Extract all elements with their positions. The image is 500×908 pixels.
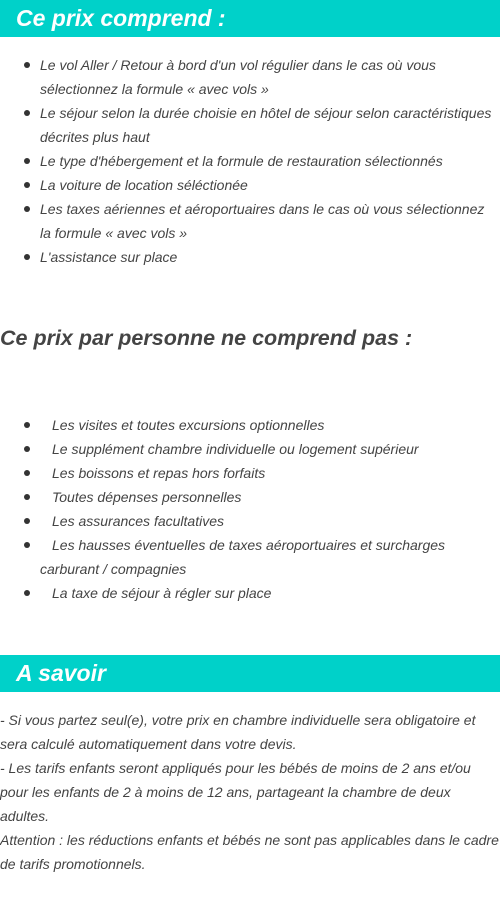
list-item-text: Les boissons et repas hors forfaits	[52, 465, 266, 481]
section-info-heading: A savoir	[0, 655, 500, 692]
bullet-icon	[24, 110, 30, 116]
bullet-icon	[24, 182, 30, 188]
bullet-icon	[24, 62, 30, 68]
list-item-text: Le supplément chambre individuelle ou logement supérieur	[52, 441, 419, 457]
list-item-text: Les visites et toutes excursions optionnelles	[52, 417, 325, 433]
list-item	[0, 197, 496, 245]
info-text-block	[0, 708, 500, 876]
bullet-icon	[24, 494, 30, 500]
bullet-icon	[24, 518, 30, 524]
list-item-text: La taxe de séjour à régler sur place	[52, 585, 272, 601]
list-item	[0, 461, 496, 485]
bullet-icon	[24, 470, 30, 476]
list-item	[0, 485, 496, 509]
bullet-icon	[24, 254, 30, 260]
info-paragraph: - Si vous partez seul(e), votre prix en chambre individuelle sera obligatoire et sera calculé automatiquement dans votre devis.	[0, 712, 476, 752]
list-item	[0, 101, 496, 149]
list-item-text: Toutes dépenses personnelles	[52, 489, 242, 505]
list-item	[0, 53, 496, 101]
list-item-text: Les assurances facultatives	[52, 513, 224, 529]
list-item	[0, 509, 496, 533]
list-item-text: Le type d'hébergement et la formule de restauration sélectionnés	[40, 153, 443, 169]
section-included-heading: Ce prix comprend :	[0, 0, 500, 37]
list-item	[0, 581, 496, 605]
list-item-text: Le séjour selon la durée choisie en hôtel de séjour selon caractéristiques décrites plus haut	[40, 105, 492, 145]
list-item	[0, 533, 496, 581]
bullet-icon	[24, 590, 30, 596]
list-item	[0, 149, 496, 173]
bullet-icon	[24, 422, 30, 428]
bullet-icon	[24, 542, 30, 548]
bullet-icon	[24, 158, 30, 164]
not-included-list	[0, 413, 496, 605]
list-item	[0, 413, 496, 437]
section-not-included-heading: Ce prix par personne ne comprend pas :	[0, 326, 413, 350]
info-paragraph: - Les tarifs enfants seront appliqués pour les bébés de moins de 2 ans et/ou pour les enfants de 2 à moins de 12 ans, partageant la chambre de deux adultes.	[0, 760, 471, 824]
info-paragraph: Attention : les réductions enfants et bébés ne sont pas applicables dans le cadre de tarifs promotionnels.	[0, 832, 499, 872]
list-item-text: Les taxes aériennes et aéroportuaires dans le cas où vous sélectionnez la formule « avec vols »	[40, 201, 485, 241]
list-item	[0, 437, 496, 461]
list-item	[0, 173, 496, 197]
list-item-text: Le vol Aller / Retour à bord d'un vol régulier dans le cas où vous sélectionnez la formule « avec vols »	[40, 57, 436, 97]
list-item-text: La voiture de location séléctionée	[40, 177, 248, 193]
bullet-icon	[24, 206, 30, 212]
bullet-icon	[24, 446, 30, 452]
list-item-text: L'assistance sur place	[40, 249, 178, 265]
included-list	[0, 53, 496, 269]
list-item	[0, 245, 496, 269]
list-item-text: Les hausses éventuelles de taxes aéroportuaires et surcharges carburant / compagnies	[40, 537, 446, 577]
